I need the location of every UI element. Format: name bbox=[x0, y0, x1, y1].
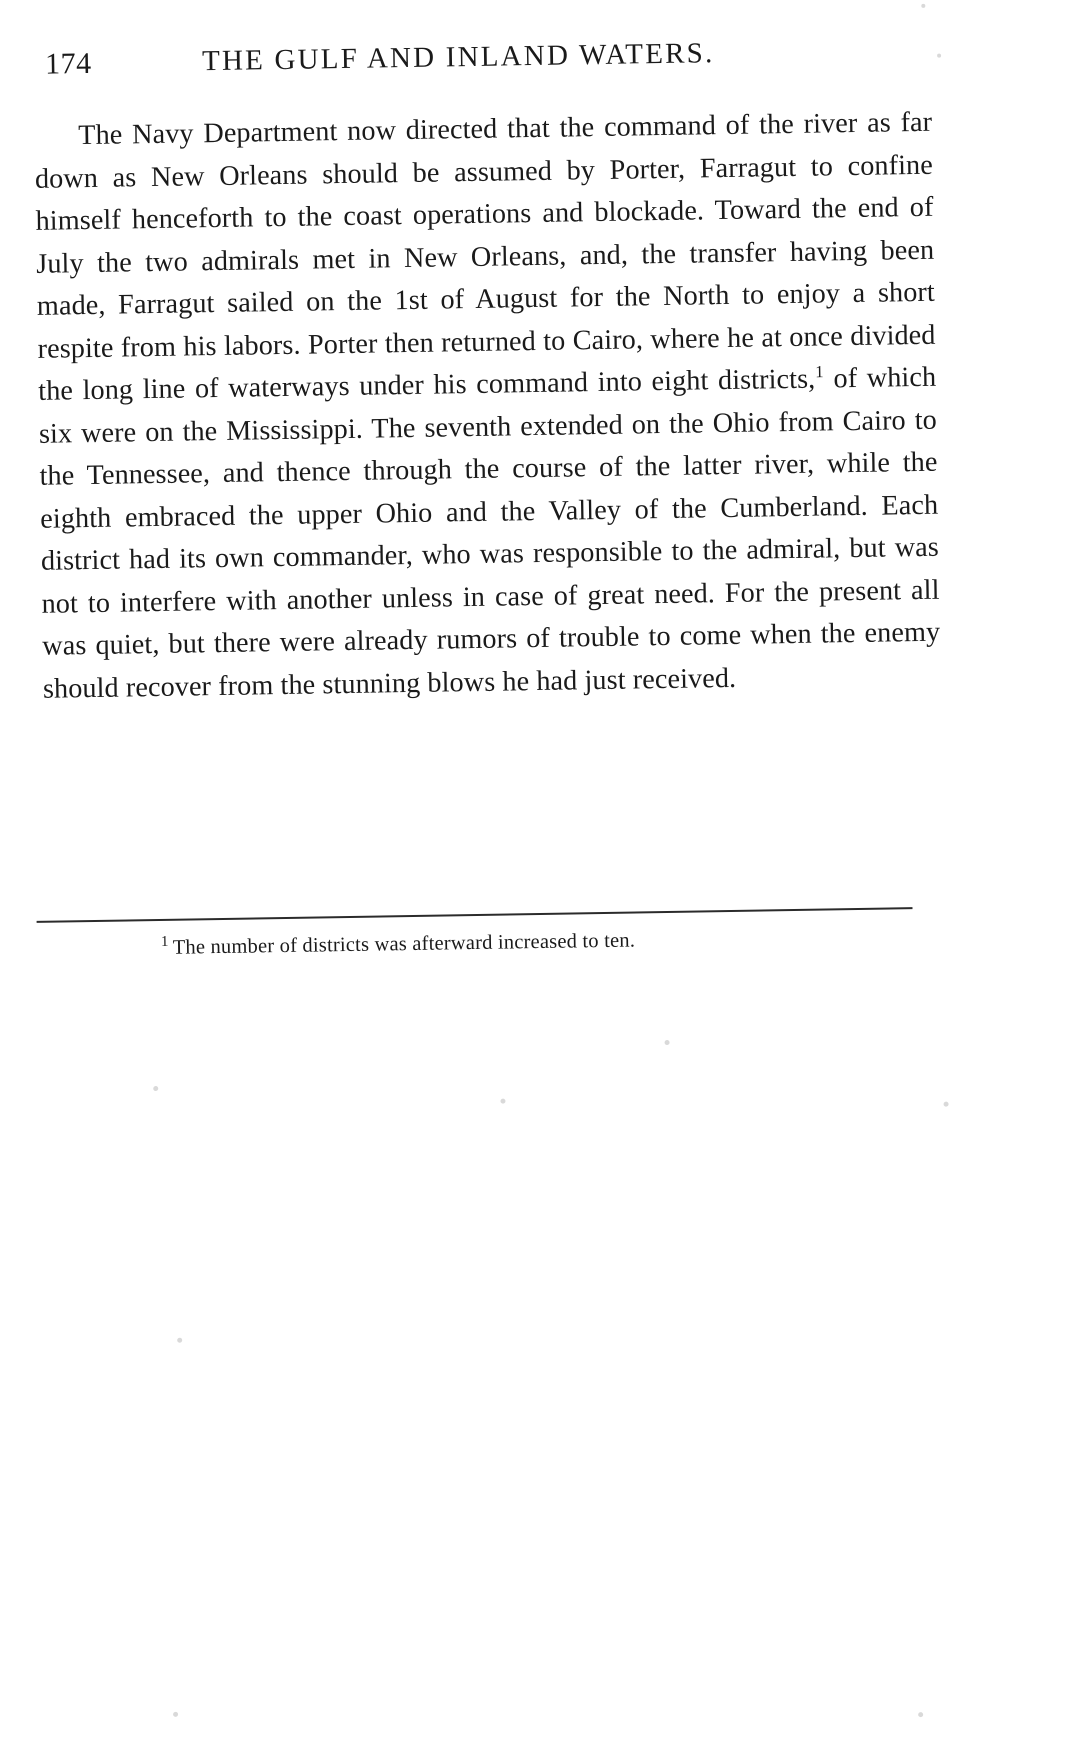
scan-speck bbox=[153, 1086, 158, 1091]
body-text bbox=[34, 102, 941, 711]
footnote-text: The number of districts was afterward increased to ten. bbox=[172, 929, 636, 959]
footnote-reference: 1 bbox=[815, 362, 824, 382]
footnote-marker: 1 bbox=[160, 934, 169, 951]
running-head: THE GULF AND INLAND WATERS. bbox=[201, 37, 715, 78]
paragraph bbox=[34, 102, 941, 711]
page-number: 174 bbox=[44, 46, 92, 81]
scan-speck bbox=[177, 1338, 182, 1343]
footnote-separator bbox=[37, 907, 913, 923]
footnote bbox=[161, 922, 921, 962]
scan-speck bbox=[921, 4, 925, 8]
scan-speck bbox=[944, 1102, 949, 1107]
scan-speck bbox=[173, 1712, 178, 1717]
page-header bbox=[0, 26, 1070, 91]
scan-speck bbox=[937, 54, 941, 58]
scan-speck bbox=[665, 1040, 670, 1045]
scan-speck bbox=[500, 1099, 505, 1104]
scan-speck bbox=[918, 1712, 923, 1717]
paragraph-part-2: of which six were on the Mississippi. The seventh extended on the Ohio from Cairo to the Tennessee, and thence through the course of the latter river, while the eighth embraced the upper Ohio and the Valley of the Cumberland. Each district had its own commander, who was responsible to the admiral, but was not to interfere with another unless in case of great need. For the present all was quiet, but there were already rumors of trouble to come when the enemy should recover from the stunning blows he had just received. bbox=[38, 361, 941, 705]
paragraph-part-1: The Navy Department now directed that the command of the river as far down as New Orleans should be assumed by Porter, Farragut to confine himself henceforth to the coast operations and blockade. Toward the end of July the two admirals met in New Orleans, and, the transfer having been made, Farragut sailed on the 1st of August for the North to enjoy a short respite from his labors. Porter then returned to Cairo, where he at once divided the long line of waterways under his command into eight districts, bbox=[34, 106, 936, 407]
